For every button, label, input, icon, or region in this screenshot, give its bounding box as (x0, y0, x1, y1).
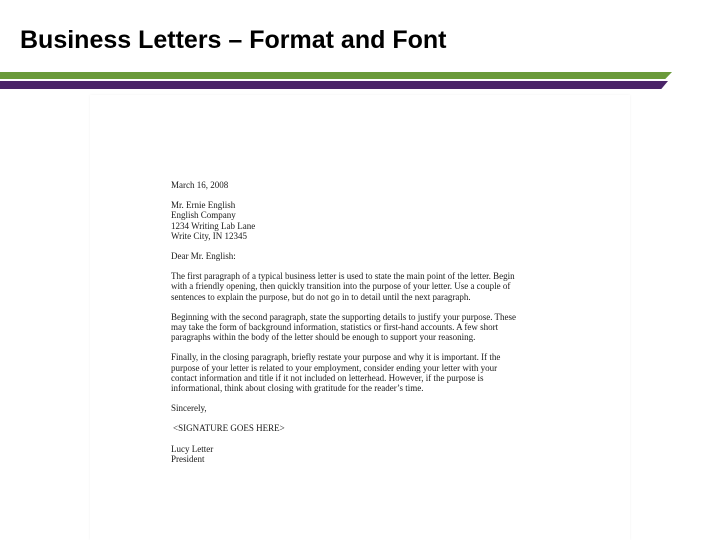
paragraph-line: The first paragraph of a typical business letter is used to state the main point of the letter. Begin (171, 271, 515, 282)
recipient-line: 1234 Writing Lab Lane (171, 220, 256, 231)
paragraph-line: may take the form of background information, statistics or first-hand accounts. A few short (171, 322, 499, 333)
slide-title: Business Letters – Format and Font (20, 26, 447, 54)
recipient-line: Mr. Ernie English (171, 200, 236, 211)
paragraph-line: Finally, in the closing paragraph, briefly restate your purpose and why it is important. If the (171, 352, 501, 363)
recipient-address (171, 200, 561, 241)
sample-letter (171, 180, 561, 464)
paragraph-line: with a friendly opening, then quickly transition into the purpose of your letter. Use a couple of (171, 281, 511, 292)
paragraph-line: Beginning with the second paragraph, state the supporting details to justify your purpose. These (171, 311, 517, 322)
paragraph-line: sentences to explain the purpose, but do not go in to detail until the next paragraph. (171, 291, 471, 302)
paragraph-line: informational, think about closing with gratitude for the reader’s time. (171, 383, 424, 394)
purple-divider-bar (0, 81, 668, 89)
body-paragraph-3 (171, 352, 561, 393)
recipient-line: English Company (171, 210, 236, 221)
paragraph-line: purpose of your letter is related to your employment, consider ending your letter with your (171, 362, 498, 373)
recipient-line: Write City, IN 12345 (171, 230, 248, 241)
body-paragraph-2 (171, 312, 561, 343)
signer-name: Lucy Letter (171, 443, 214, 454)
salutation: Dear Mr. English: (171, 251, 236, 262)
letter-date: March 16, 2008 (171, 180, 229, 190)
paragraph-line: paragraphs within the body of the letter should be enough to support your reasoning. (171, 332, 476, 343)
paragraph-line: contact information and title if it not included on letterhead. However, if the purpose is (171, 372, 484, 383)
signature-placeholder: <SIGNATURE GOES HERE> (173, 423, 285, 434)
body-paragraph-1 (171, 271, 561, 302)
closing: Sincerely, (171, 403, 207, 414)
signer-title: President (171, 453, 205, 464)
green-divider-bar (0, 72, 672, 79)
